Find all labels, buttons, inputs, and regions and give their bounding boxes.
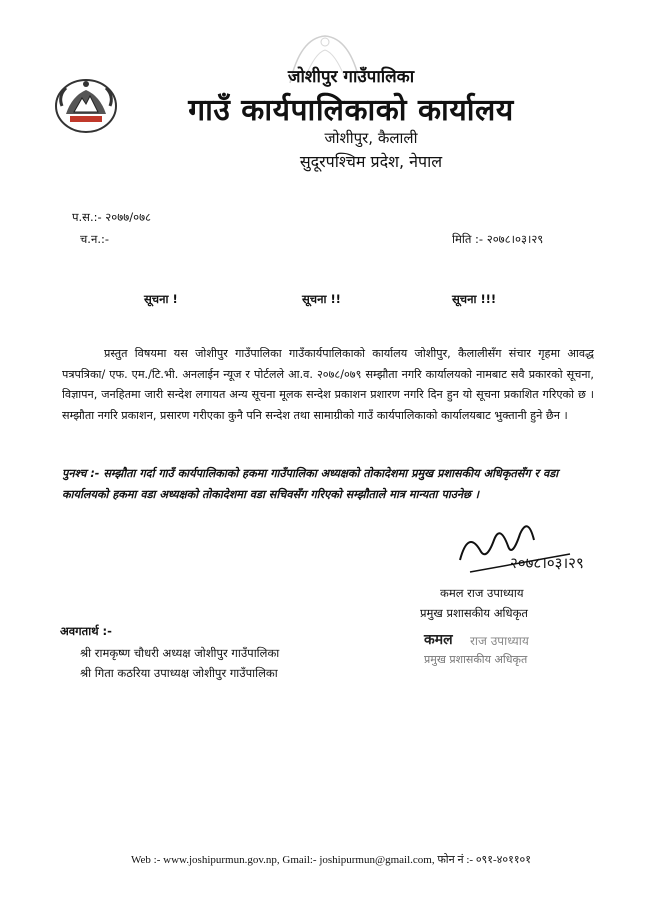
notice-heading-2: सूचना !!: [302, 292, 341, 306]
municipality-name: जोशीपुर गाउँपालिका: [287, 67, 415, 87]
stamp-title: प्रमुख प्रशासकीय अधिकृत: [424, 653, 528, 666]
office-province: सुदूरपश्चिम प्रदेश, नेपाल: [299, 152, 443, 171]
notice-heading-3: सूचना !!!: [452, 292, 497, 306]
cc-heading: अवगतार्थ :-: [60, 624, 112, 638]
postscript-paragraph: पुनश्च :- सम्झौता गर्दा गाउँ कार्यपालिकाको हकमा गाउँपालिका अध्यक्षको तोकादेशमा प्रमुख प्रशासकीय अधिकृतसँग र वडा कार्यालयको हकमा वडा अध्यक्षको तोकादेशमा वडा सचिवसँग गरिएको सम्झौताले मात्र मान्यता पाउनेछ ।: [62, 467, 559, 501]
notice-body-paragraph: प्रस्तुत विषयमा यस जोशीपुर गाउँपालिका गाउँकार्यपालिकाको कार्यालय जोशीपुर, कैलालीसँग संचार गृहमा आवद्ध पत्रपत्रिका/ एफ. एम./टि.भी. अनलाईन न्यूज र पोर्टलले आ.व. २०७८/०७९ सम्झौता नगरि कार्यालयको नामबाट सवै प्रकारको सूचना, विज्ञापन, जनहितमा जारी सन्देश लगायत अन्य सूचना मूलक सन्देश प्रकाशन प्रशारण नगरि दिन हुन यो सूचना प्रकाशित गरिएको छ । सम्झौता नगरि प्रकाशन, प्रसारण गरीएका कुनै पनि सन्देश तथा सामाग्रीको गाउँ कार्यपालिकाको कार्यालयबाट भुक्तानी हुने छैन ।: [62, 347, 594, 422]
signature-date: २०७८।०३।२९: [510, 554, 584, 572]
footer-contact: Web :- www.joshipurmun.gov.np, Gmail:- joshipurmun@gmail.com, फोन नं :- ०९१-४०११०१: [131, 854, 531, 866]
handwritten-signature: [450, 510, 590, 584]
stamp-name: कमल: [424, 632, 453, 648]
cc-recipient: श्री रामकृष्ण चौधरी अध्यक्ष जोशीपुर गाउँपालिका: [80, 646, 280, 660]
signer-title: प्रमुख प्रशासकीय अधिकृत: [420, 606, 528, 620]
notice-heading-1: सूचना !: [144, 292, 178, 306]
letter-date: मिति :- २०७८।०३।२९: [452, 232, 544, 246]
dispatch-number: च.न.:-: [80, 232, 110, 246]
cc-recipient: श्री गिता कठरिया उपाध्यक्ष जोशीपुर गाउँपालिका: [80, 666, 278, 680]
office-address: जोशीपुर, कैलाली: [324, 129, 418, 147]
stamp-name-tail: राज उपाध्याय: [470, 634, 529, 648]
signer-name: कमल राज उपाध्याय: [440, 586, 524, 600]
reference-number: प.स.:- २०७७/०७८: [72, 210, 152, 224]
office-title: गाउँ कार्यपालिकाको कार्यालय: [188, 93, 514, 128]
